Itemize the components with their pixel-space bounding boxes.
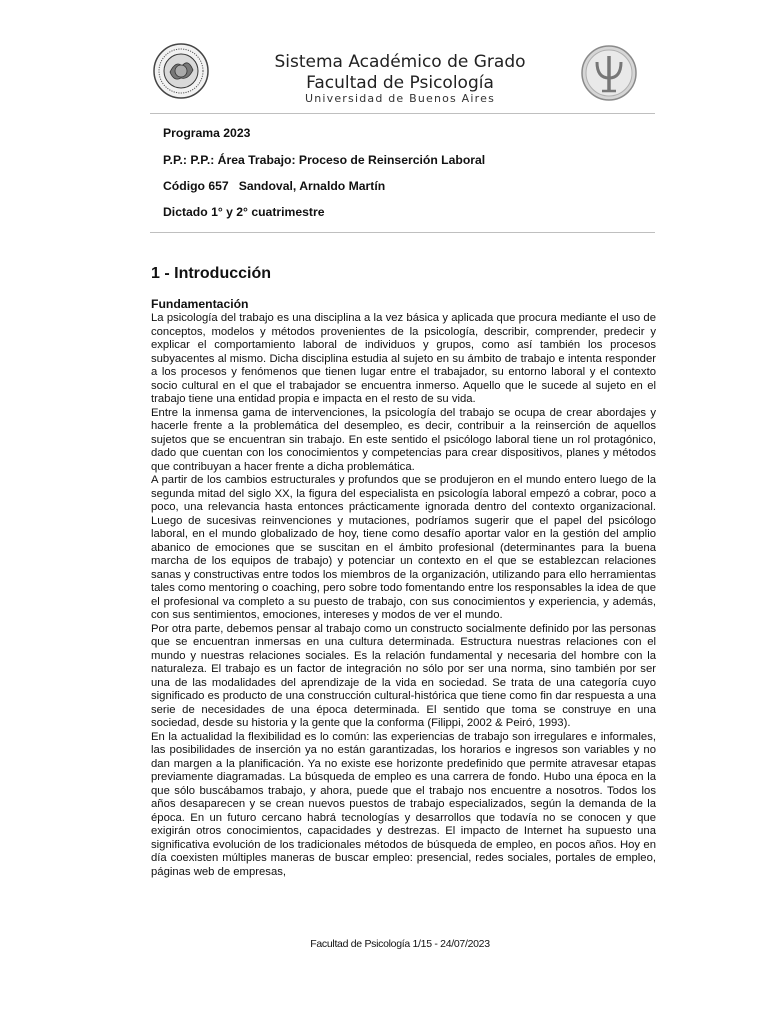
meta-materia: P.P.: P.P.: Área Trabajo: Proceso de Reinserción Laboral (163, 153, 486, 167)
header-title-line2: Facultad de Psicología (306, 73, 494, 93)
header-divider (150, 113, 655, 114)
section-title: 1 - Introducción (151, 265, 271, 282)
header-title (150, 52, 650, 94)
meta-dictado: Dictado 1° y 2° cuatrimestre (163, 205, 325, 219)
paragraph: Por otra parte, debemos pensar al trabajo como un constructo socialmente definido por las personas que se encuentran inmersas en una cultura determinada. Estructura nuestras relaciones con el mundo y nuestras relaciones sociales. Es la relación fundamental y necesaria del hombre con la naturaleza. El trabajo es un factor de integración no sólo por ser una norma, sino también por ser una de las modalidades del aprendizaje de la vida en sociedad. Se trata de una categoría cuyo significado es producto de una construcción cultural-histórica que tiene como fin dar respuesta a una serie de necesidades de una época determinada. El sentido que toma se construye en una sociedad, desde su historia y la gente que la conforma (Filippi, 2002 & Peiró, 1993). (151, 622, 656, 729)
meta-programa: Programa 2023 (163, 126, 251, 140)
header-title-line1: Sistema Académico de Grado (274, 52, 526, 72)
meta-divider (150, 232, 655, 233)
meta-codigo-docente (163, 179, 643, 193)
header-subtitle: Universidad de Buenos Aires (304, 92, 496, 105)
section-body (151, 312, 656, 879)
paragraph: La psicología del trabajo es una disciplina a la vez básica y aplicada que procura mediante el uso de conceptos, modelos y métodos provenientes de la psicología, describir, comprender, predecir y explicar el comportamiento laboral de individuos y grupos, como así también los procesos subyacentes al mismo. Dicha disciplina estudia al sujeto en su ámbito de trabajo e intenta responder a los procesos y fenómenos que tienen lugar entre el trabajador, su entorno laboral y el contexto socio cultural en el que el trabajador se encuentra inmerso. Aquello que le sucede al sujeto en el trabajo tiene una entidad propia e impacta en el resto de su vida. (151, 312, 656, 405)
paragraph: En la actualidad la flexibilidad es lo común: las experiencias de trabajo son irregulares e informales, las posibilidades de inserción ya no están garantizadas, los horarios e ingresos son variables y no dan margen a la planificación. Ya no existe ese horizonte predefinido que permite atravesar etapas previamente diagramadas. La búsqueda de empleo es una carrera de fondo. Hubo una época en la que sólo buscábamos trabajo, y ahora, puede que el trabajo nos encuentre a nosotros. Todos los años desaparecen y se crean nuevos puestos de trabajo especializados, según la demanda de la época. En un futuro cercano habrá tecnologías y desarrollos que todavía no se conocen y que exigirán otros conocimientos, capacidades y destrezas. El impacto de Internet ha supuesto una significativa evolución de los tradicionales métodos de búsqueda de empleo, en pocos años. Hoy en día coexisten múltiples maneras de buscar empleo: presencial, redes sociales, portales de empleo, páginas web de empresas, (151, 730, 656, 878)
meta-docente: Sandoval, Arnaldo Martín (238, 179, 386, 193)
section-subhead: Fundamentación (151, 297, 249, 311)
page-footer: Facultad de Psicología 1/15 - 24/07/2023 (310, 938, 490, 950)
meta-codigo: Código 657 (163, 179, 229, 193)
paragraph: A partir de los cambios estructurales y profundos que se produjeron en el mundo entero luego de la segunda mitad del siglo XX, la figura del especialista en psicología laboral empezó a cobrar, poco a poco, una relevancia hasta entonces prácticamente ignorada dentro del contexto organizacional. Luego de sucesivas reinvenciones y mutaciones, podríamos sugerir que el papel del psicólogo laboral, en el mundo globalizado de hoy, tiene como desafío aportar valor en la gestión del amplio abanico de emociones que se suscitan en el ámbito profesional (determinantes para la buena marcha de los equipos de trabajo) y potenciar un contexto en el que se establezcan relaciones sanas y constructivas entre todos los miembros de la organización, utilizando para ello herramientas tales como mentoring o coaching, pero sobre todo fomentando entre los responsables la idea de que el profesional va completo a su puesto de trabajo, con sus conocimientos y experiencia, y además, con sus sentimientos, emociones, intereses y modos de ver el mundo. (151, 474, 656, 621)
paragraph: Entre la inmensa gama de intervenciones, la psicología del trabajo se ocupa de crear abordajes y hacerle frente a la problemática del desempleo, es decir, contribuir a la reinserción de aquellos sujetos que se encuentran sin trabajo. En este sentido el psicólogo laboral tiene un rol protagónico, dado que cuentan con los conocimientos y competencias para crear dispositivos, planes y métodos que contribuyan a hacer frente a dicha problemática. (151, 406, 656, 473)
